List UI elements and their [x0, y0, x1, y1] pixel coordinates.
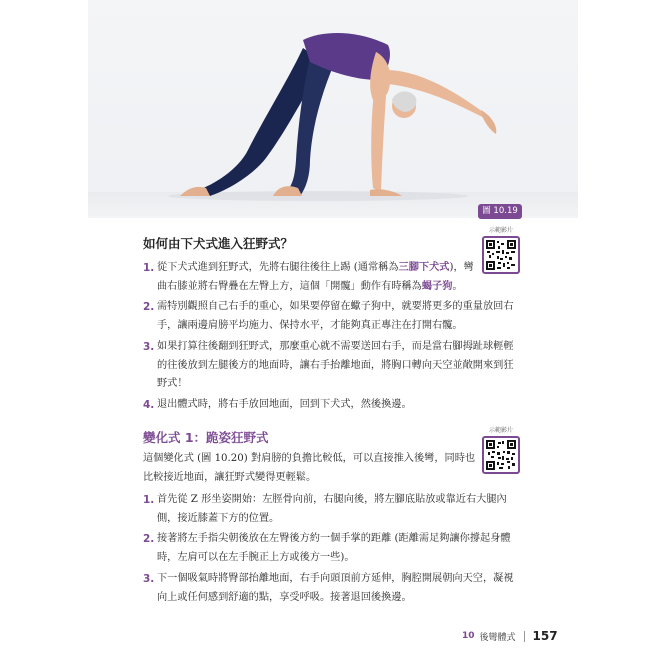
list-item [143, 338, 523, 394]
list-text: 如果打算往後翻到狂野式，那麼重心就不需要送回右手，而是當右腳拇趾球輕輕的往後放到左腿後方的地面時，讓右手抬離地面，將胸口轉向天空並敞開來到狂野式！ [157, 341, 514, 389]
highlight-term: 三腳下犬式 [398, 262, 450, 273]
list-text: 退出體式時，將右手放回地面，回到下犬式，然後換邊。 [157, 399, 412, 410]
variation-intro: 這個變化式 (圖 10.20) 對肩膀的負擔比較低，可以直接推入後彎，同時也比較接近地面，讓狂野式變得更輕鬆。 [143, 453, 476, 483]
list-number: 4. [143, 399, 155, 411]
list-text: )，彎曲右膝並將右臀疊在左臀上方，這個「開髖」動作有時稱為 [157, 262, 474, 292]
qr-label: 示範影片 [488, 227, 513, 234]
list-item [143, 259, 483, 296]
highlight-term: 蝎子狗 [421, 280, 453, 292]
list-item [143, 396, 523, 415]
list-item [143, 491, 523, 528]
pose-photo [88, 0, 578, 218]
list-number: 1. [143, 494, 155, 506]
qr-code-icon[interactable] [482, 436, 520, 474]
list-text: 下一個吸氣時將臀部抬離地面，右手向頭頂前方延伸，胸腔開展朝向天空，凝視向上或任何感到舒適的點，享受呼吸。接著退回後換邊。 [157, 573, 514, 603]
list-number: 2. [143, 533, 155, 545]
chapter-title: 後彎體式 [479, 632, 516, 643]
list-text: 接著將左手指尖朝後放在左臀後方約一個手掌的距離 (距離需足夠讓你撐起身體時，左肩可以在左手腕正上方或後方一些)。 [157, 533, 511, 563]
list-number: 2. [143, 301, 155, 313]
page-footer [462, 629, 558, 643]
list-number: 3. [143, 341, 155, 353]
list-text: 從下犬式進到狂野式，先將右腿往後往上踢 (通常稱為 [157, 262, 399, 273]
qr-video-1[interactable] [482, 227, 520, 274]
list-text: 。 [452, 280, 463, 292]
qr-pattern [486, 240, 516, 270]
qr-video-2[interactable] [482, 427, 520, 474]
list-item [143, 530, 523, 567]
list-item [143, 570, 523, 607]
list-text: 首先從 Z 形坐姿開始：左脛骨向前，右腿向後，將左腳底貼放或靠近右大腿內側，接近膝蓋下方的位置。 [157, 494, 507, 524]
yoga-figure-illustration [88, 0, 578, 218]
list-item [143, 298, 523, 335]
list-text: 需特別觀照自己右手的重心，如果要停留在蠍子狗中，就要將更多的重量放回右手，讓兩邊肩膀平均施力、保持水平，才能夠真正專注在打開右髖。 [157, 301, 514, 331]
list-number: 3. [143, 573, 155, 585]
qr-code-icon[interactable] [482, 236, 520, 274]
qr-pattern [486, 440, 516, 470]
section-heading: 如何由下犬式進入狂野式？ [143, 236, 294, 251]
list-number: 1. [143, 262, 155, 274]
figure-badge: 圖 10.19 [478, 204, 522, 219]
qr-label: 示範影片 [488, 427, 513, 434]
page-number: 157 [532, 629, 558, 643]
chapter-number: 10 [462, 631, 475, 641]
footer-divider [524, 631, 525, 642]
variation-heading: 變化式 1：跪姿狂野式 [143, 430, 269, 445]
